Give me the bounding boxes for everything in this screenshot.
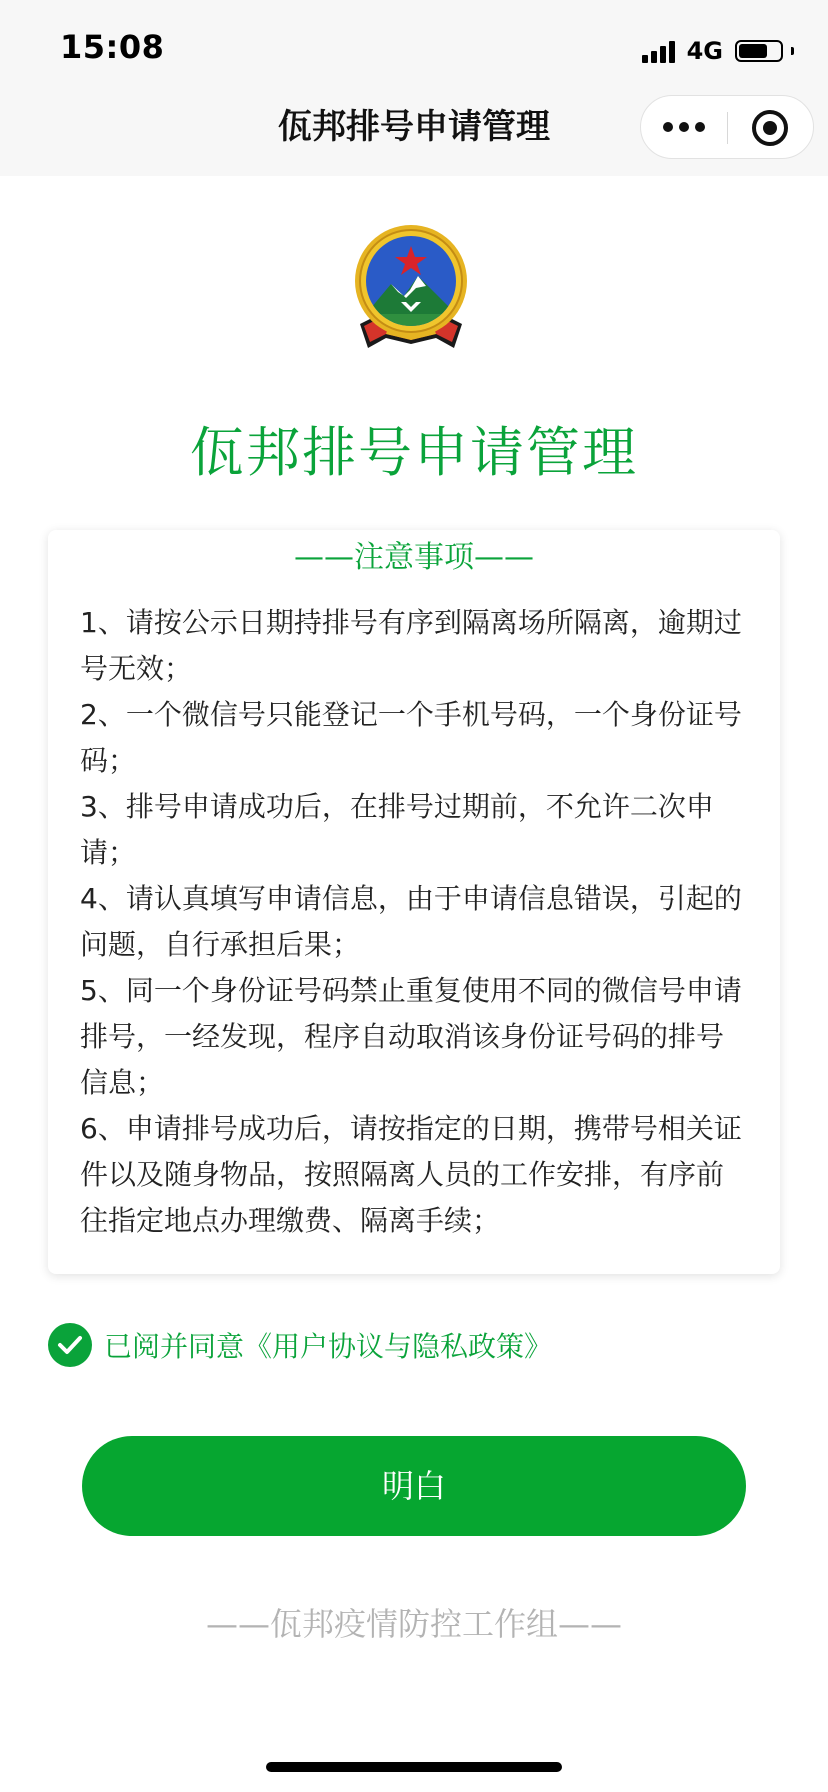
signal-icon bbox=[642, 39, 675, 63]
notice-item-2: 2、一个微信号只能登记一个手机号码，一个身份证号码； bbox=[80, 698, 742, 777]
battery-icon bbox=[735, 40, 783, 62]
mini-program-capsule bbox=[640, 95, 814, 159]
notice-title: ——注意事项—— bbox=[294, 540, 534, 575]
top-bar bbox=[0, 0, 828, 176]
target-circle-icon[interactable] bbox=[752, 110, 788, 146]
home-indicator[interactable] bbox=[266, 1762, 562, 1772]
check-circle-icon[interactable] bbox=[48, 1323, 92, 1367]
notice-item-6: 6、申请排号成功后，请按指定的日期，携带号相关证件以及随身物品，按照隔离人员的工作安排，有序前往指定地点办理缴费、隔离手续； bbox=[80, 1112, 742, 1237]
status-indicators bbox=[642, 34, 794, 68]
capsule-divider bbox=[727, 112, 728, 144]
battery-level bbox=[739, 44, 767, 58]
footer-text: ——佤邦疫情防控工作组—— bbox=[205, 1605, 622, 1643]
confirm-button[interactable]: 明白 bbox=[82, 1436, 746, 1536]
agreement-link[interactable]: 已阅并同意《用户协议与隐私政策》 bbox=[104, 1330, 553, 1363]
notice-list bbox=[80, 600, 750, 1244]
agreement-row[interactable] bbox=[48, 1322, 552, 1368]
battery-tip bbox=[791, 47, 794, 55]
notice-item-5: 5、同一个身份证号码禁止重复使用不同的微信号申请排号，一经发现，程序自动取消该身份证号码的排号信息； bbox=[80, 974, 742, 1099]
network-type: 4G bbox=[686, 37, 723, 65]
notice-item-4: 4、请认真填写申请信息，由于申请信息错误，引起的问题，自行承担后果； bbox=[80, 882, 742, 961]
page-title: 佤邦排号申请管理 bbox=[190, 421, 638, 484]
nav-title: 佤邦排号申请管理 bbox=[278, 107, 550, 147]
notice-item-1: 1、请按公示日期持排号有序到隔离场所隔离，逾期过号无效； bbox=[80, 606, 742, 685]
wa-state-emblem-icon bbox=[346, 224, 476, 349]
status-time: 15:08 bbox=[60, 28, 165, 66]
more-dots-icon[interactable] bbox=[663, 122, 705, 132]
notice-card bbox=[48, 530, 780, 1274]
notice-item-3: 3、排号申请成功后，在排号过期前，不允许二次申请； bbox=[80, 790, 714, 869]
